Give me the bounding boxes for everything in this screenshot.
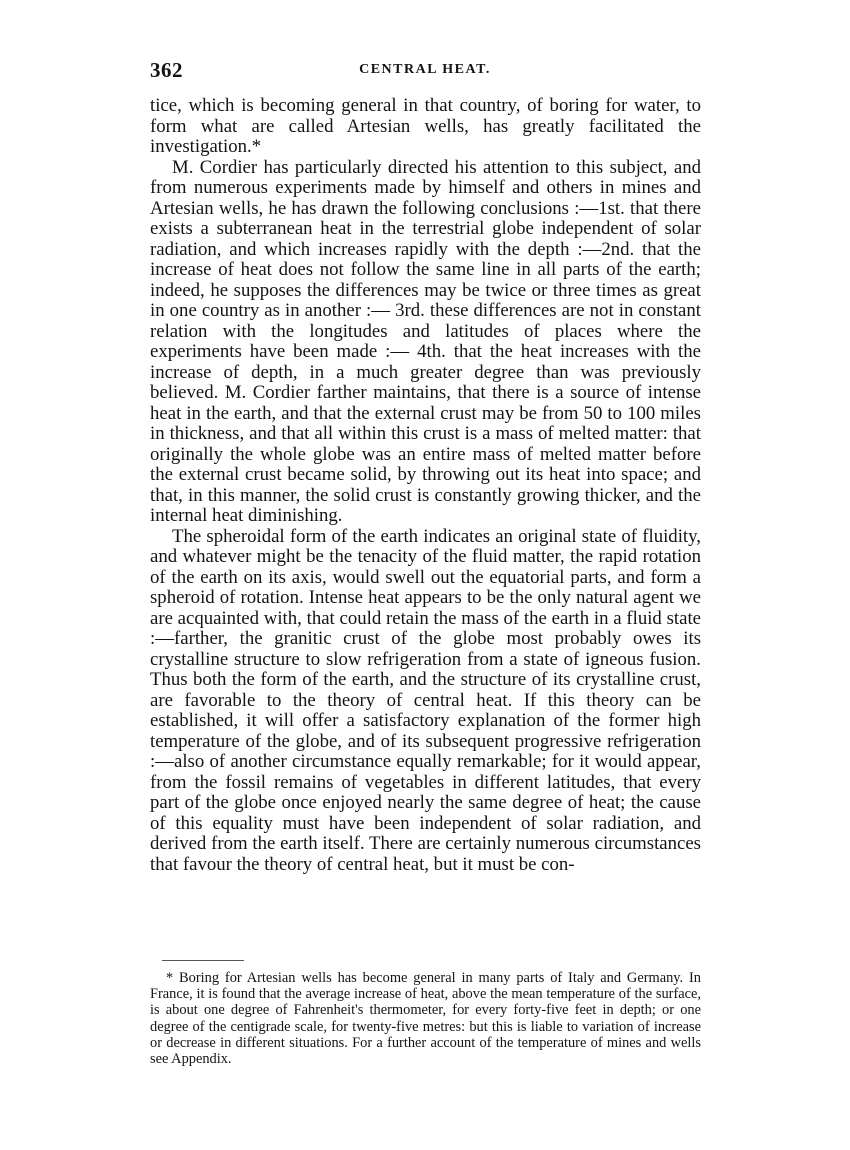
page-header xyxy=(150,58,700,88)
running-title: CENTRAL HEAT. xyxy=(359,62,491,77)
paragraph-cordier: M. Cordier has particularly directed his attention to this subject, and from numerous experiments made by himself and others in mines and Artesian wells, he has drawn the following conclusions :—1st. that there exists a subterranean heat in the terrestrial globe independent of solar radiation, and which increases rapidly with the depth :—2nd. that the increase of heat does not follow the same line in all parts of the earth; indeed, he supposes the differences may be twice or three times as great in one country as in another :— 3rd. these differences are not in constant relation with the longitudes and latitudes of places where the experiments have been made :— 4th. that the heat increases with the increase of depth, in a much greater degree than was previously believed. M. Cordier farther maintains, that there is a source of intense heat in the earth, and that the external crust may be from 50 to 100 miles in thickness, and that all within this crust is a mass of melted matter: that originally the whole globe was an entire mass of melted matter before the external crust became solid, by throwing out its heat into space; and that, in this manner, the solid crust is constantly growing thicker, and the internal heat diminishing. xyxy=(150,156,701,526)
paragraph-continuation: tice, which is becoming general in that country, of boring for water, to form what are called Artesian wells, has greatly facilitated the investigation.* xyxy=(150,95,701,157)
body-text xyxy=(150,96,701,875)
footnote: * Boring for Artesian wells has become general in many parts of Italy and Germany. In France, it is found that the average increase of heat, above the mean temperature of the surface, is about one degree of Fahrenheit's thermometer, for every forty-five feet in depth; or one degree of the centigrade scale, for twenty-five metres: but this is liable to variation of increase or decrease in different situations. For a further account of the temperature of mines and wells see Appendix. xyxy=(150,970,701,1068)
page-number: 362 xyxy=(150,58,183,82)
footnote-divider xyxy=(162,960,244,961)
paragraph-spheroidal-form: The spheroidal form of the earth indicates an original state of fluidity, and whatever might be the tenacity of the fluid matter, the rapid rotation of the earth on its axis, would swell out the equatorial parts, and form a spheroid of rotation. Intense heat appears to be the only natural agent we are acquainted with, that could retain the mass of the earth in a fluid state :—farther, the granitic crust of the globe most probably owes its crystalline structure to slow refrigeration from a state of igneous fusion. Thus both the form of the earth, and the structure of its crystalline crust, are favorable to the theory of central heat. If this theory can be established, it will offer a satisfactory explanation of the former high temperature of the globe, and of its subsequent progressive refrigeration :—also of another circumstance equally remarkable; for it would appear, from the fossil remains of vegetables in different latitudes, that every part of the globe once enjoyed nearly the same degree of heat; the cause of this equality must have been independent of solar radiation, and derived from the earth itself. There are certainly numerous circumstances that favour the theory of central heat, but it must be con- xyxy=(150,525,701,875)
